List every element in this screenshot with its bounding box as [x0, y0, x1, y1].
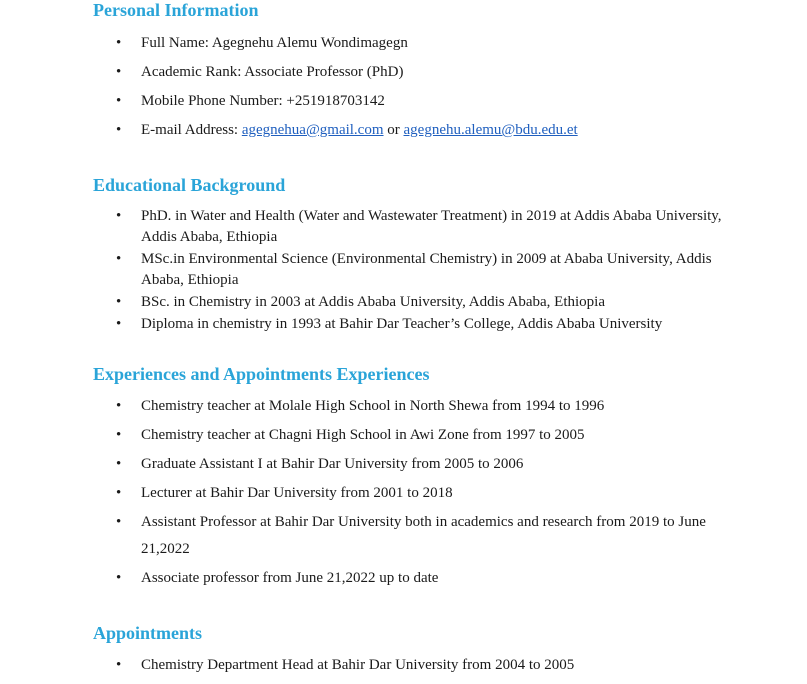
education-item: • BSc. in Chemistry in 2003 at Addis Ababa University, Addis Ababa, Ethiopia	[0, 292, 807, 313]
experience-item: • Graduate Assistant I at Bahir Dar University from 2005 to 2006	[0, 451, 807, 478]
experience-item: • Assistant Professor at Bahir Dar University both in academics and research from 2019 to June 21,2022	[0, 509, 807, 563]
experience-item: • Lecturer at Bahir Dar University from 2001 to 2018	[0, 480, 807, 507]
email-label: E-mail Address:	[141, 122, 242, 138]
appointment-item: • Chemistry Department Head at Bahir Dar University from 2004 to 2005	[0, 655, 807, 676]
email-separator: or	[383, 122, 404, 138]
experience-item: • Associate professor from June 21,2022 up to date	[0, 565, 807, 592]
email-link-bdu[interactable]: agegnehu.alemu@bdu.edu.et	[403, 122, 578, 138]
email-item	[0, 120, 807, 141]
experience-heading: Experiences and Appointments Experiences	[93, 364, 430, 384]
education-item: • PhD. in Water and Health (Water and Wastewater Treatment) in 2019 at Addis Ababa University, Addis Ababa, Ethiopia	[0, 206, 807, 248]
education-heading: Educational Background	[93, 175, 286, 195]
education-item: • Diploma in chemistry in 1993 at Bahir Dar Teacher’s College, Addis Ababa University	[0, 314, 807, 335]
personal-info-list	[0, 33, 807, 149]
appointments-heading: Appointments	[93, 623, 203, 643]
experience-list	[0, 393, 807, 594]
email-link-gmail[interactable]: agegnehua@gmail.com	[241, 122, 384, 138]
personal-info-heading: Personal Information	[93, 0, 259, 20]
phone-item: • Mobile Phone Number: +251918703142	[0, 91, 807, 112]
experience-item: • Chemistry teacher at Molale High School in North Shewa from 1994 to 1996	[0, 393, 807, 420]
education-list	[0, 206, 807, 336]
education-item: • MSc.in Environmental Science (Environmental Chemistry) in 2009 at Ababa University, Addis Ababa, Ethiopia	[0, 249, 807, 291]
full-name-item: • Full Name: Agegnehu Alemu Wondimagegn	[0, 33, 807, 54]
experience-item: • Chemistry teacher at Chagni High School in Awi Zone from 1997 to 2005	[0, 422, 807, 449]
academic-rank-item: • Academic Rank: Associate Professor (PhD)	[0, 62, 807, 83]
